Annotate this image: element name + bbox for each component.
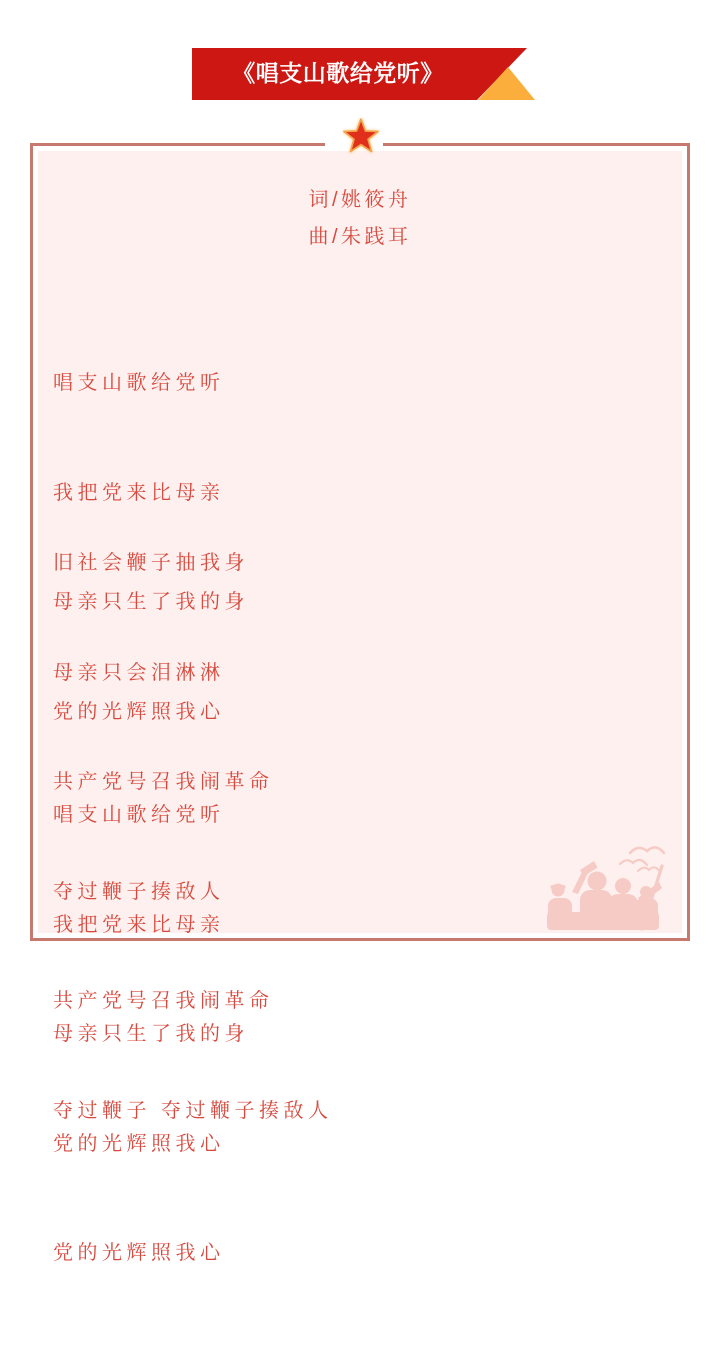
lyric-line: 党的光辉照我心 (53, 1132, 225, 1155)
lyric-line: 唱支山歌给党听 (53, 372, 225, 394)
lyric-line: 我把党来比母亲 (53, 481, 225, 504)
marching-figures-watermark-icon (542, 840, 682, 930)
lyrics-panel (38, 151, 682, 1264)
lyric-line: 夺过鞭子 夺过鞭子揍敌人 (53, 1099, 333, 1122)
title-banner (192, 47, 536, 100)
lyric-line: 我把党来比母亲 (53, 913, 225, 936)
composer-credit: 曲/朱践耳 (308, 226, 412, 248)
page-title: 《唱支山歌给党听》 (232, 60, 444, 86)
lyricist-credit: 词/姚筱舟 (308, 189, 412, 211)
lyric-line: 母亲只生了我的身 (53, 1023, 249, 1045)
lyric-line: 唱支山歌给党听 (53, 804, 225, 826)
lyrics-frame (30, 143, 690, 1264)
lyric-line: 母亲只会泪淋淋 (53, 661, 225, 684)
star-icon (341, 118, 381, 156)
lyric-line: 党的光辉照我心 (53, 1242, 225, 1264)
lyric-line: 母亲只生了我的身 (53, 591, 249, 613)
lyric-line: 共产党号召我闹革命 (53, 990, 274, 1012)
lyric-line: 共产党号召我闹革命 (53, 771, 274, 793)
lyric-line: 夺过鞭子揍敌人 (53, 880, 225, 903)
lyric-line: 旧社会鞭子抽我身 (53, 552, 249, 574)
credits (38, 182, 682, 256)
lyric-line: 党的光辉照我心 (53, 700, 225, 723)
stanza-3 (53, 724, 249, 1345)
